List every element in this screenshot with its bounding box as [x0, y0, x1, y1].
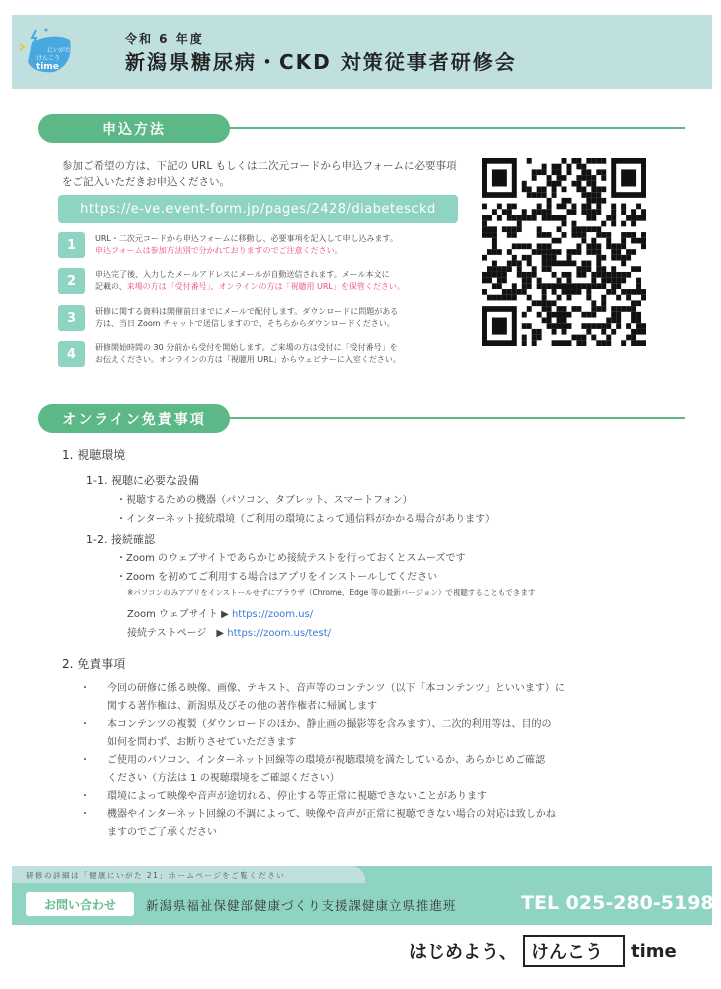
step-3: [58, 305, 468, 331]
tagline-boxed: けんこう: [523, 935, 625, 967]
step-line: [95, 318, 398, 331]
section-heading-apply: 申込方法: [38, 114, 230, 143]
list-item: ・Zoom のウェブサイトであらかじめ接続テストを行っておくとスムーズです: [116, 553, 466, 564]
step-number: 3: [58, 305, 85, 331]
step-text: [95, 342, 401, 367]
step-line: [95, 245, 398, 258]
disclaimer-line: [80, 680, 565, 698]
step-text: [95, 306, 398, 331]
zoom-test-row: [127, 624, 331, 639]
step-line: 研修に関する資料は開催前日までにメールで配付します。ダウンロードに問題がある: [95, 306, 399, 316]
heading-viewing-environment: 1. 視聴環境: [62, 448, 126, 462]
disclaimer-text: ますのでご了承ください: [107, 827, 217, 838]
heading-disclaimer: 2. 免責事項: [62, 657, 126, 671]
bullet: ・: [80, 683, 90, 694]
step-text-part: 方は、当日 Zoom チャットで送信しますので、そちらからダウンロードください。: [95, 319, 395, 328]
step-text-part: 記載の、: [95, 282, 127, 291]
step-text: [95, 233, 398, 258]
disclaimer-line: [80, 698, 565, 716]
contact-phone[interactable]: TEL 025-280-5198: [521, 892, 714, 914]
registration-qr-code[interactable]: [482, 158, 646, 346]
bullet: ・: [80, 809, 90, 820]
svg-text:にいがた: にいがた: [47, 47, 72, 54]
step-line: 申込完了後、入力したメールアドレスにメールが自動送信されます。メール本文に: [95, 269, 390, 279]
step-line: 研修開始時間の 30 分前から受付を開始します。ご来場の方は受付に「受付番号」を: [95, 342, 398, 352]
footer-note: 研修の詳細は「健康にいがた 21」ホームページをご覧ください: [12, 866, 365, 883]
section-divider: [225, 417, 685, 419]
disclaimer-line: [80, 752, 565, 770]
disclaimer-list: [80, 680, 565, 842]
step-number: 1: [58, 232, 85, 258]
page-title: 新潟県糖尿病・CKD 対策従事者研修会: [125, 50, 517, 74]
step-line: [95, 354, 401, 367]
disclaimer-text: 如何を問わず、お断りさせていただきます: [107, 737, 297, 748]
disclaimer-text: ご使用のパソコン、インターネット回線等の環境が視聴環境を満たしているか、あらかじめご確認: [107, 755, 546, 766]
tagline-pre: はじめよう、: [409, 942, 517, 963]
registration-url-link[interactable]: https://e-ve.event-form.jp/pages/2428/diabetesckd: [58, 195, 458, 223]
list-item: ・インターネット接続環境（ご利用の環境によって通信料がかかる場合があります）: [116, 514, 496, 525]
disclaimer-text: 環境によって映像や音声が途切れる、停止する等正常に視聴できないことがあります: [107, 791, 487, 802]
zoom-website-row: [127, 605, 313, 620]
zoom-website-link[interactable]: https://zoom.us/: [231, 609, 314, 620]
section-divider: [225, 127, 685, 129]
step-number: 2: [58, 268, 85, 294]
disclaimer-text: 機器やインターネット回線の不調によって、映像や音声が正常に視聴できない場合の対応は致しかね: [107, 809, 556, 820]
browser-note: ※パソコンのみアプリをインストールせずにブラウザ（Chrome、Edge 等の最新バージョン）で視聴することもできます: [127, 588, 536, 597]
step-line: URL・二次元コードから申込フォームに移動し、必要事項を記入して申し込みます。: [95, 233, 398, 243]
contact-department: 新潟県福祉保健部健康づくり支援課健康立県推進班: [146, 898, 457, 913]
disclaimer-text: ください（方法は 1 の視聴環境をご確認ください）: [107, 773, 340, 784]
step-4: [58, 341, 468, 367]
tagline: [409, 935, 677, 967]
step-1: [58, 232, 468, 258]
apply-intro: 参加ご希望の方は、下記の URL もしくは二次元コードから申込フォームに必要事項をご記入いただきお申込ください。: [62, 160, 457, 188]
list-item: ・Zoom を初めてご利用する場合はアプリをインストールしてください: [116, 572, 438, 583]
disclaimer-line: [80, 806, 565, 824]
heading-connection-check: 1-2. 接続確認: [86, 533, 155, 546]
heading-required-equipment: 1-1. 視聴に必要な設備: [86, 474, 199, 487]
step-text-part: お伝えください。オンラインの方は「視聴用 URL」からウェビナーに入室ください。: [95, 355, 401, 364]
svg-text:time: time: [36, 62, 59, 72]
link-label: Zoom ウェブサイト ▶: [127, 609, 229, 620]
disclaimer-line: [80, 734, 565, 752]
list-item: ・視聴するための機器（パソコン、タブレット、スマートフォン）: [116, 495, 413, 506]
disclaimer-line: [80, 716, 565, 734]
step-text: [95, 269, 405, 294]
section-heading-online-disclaimer: オンライン免責事項: [38, 404, 230, 433]
disclaimer-line: [80, 770, 565, 788]
svg-text:けんこう: けんこう: [36, 55, 61, 62]
disclaimer-text: 今回の研修に係る映像、画像、テキスト、音声等のコンテンツ（以下「本コンテンツ」といいます）に: [107, 683, 565, 694]
zoom-test-link[interactable]: https://zoom.us/test/: [227, 628, 332, 639]
disclaimer-text: 関する著作権は、新潟県及びその他の著作権者に帰属します: [107, 701, 377, 712]
bullet: ・: [80, 719, 90, 730]
step-number: 4: [58, 341, 85, 367]
bullet: ・: [80, 791, 90, 802]
step-warning: 申込フォームは参加方法別で分かれておりますのでご注意ください。: [95, 246, 343, 255]
disclaimer-line: [80, 788, 565, 806]
disclaimer-line: [80, 824, 565, 842]
tagline-post: time: [631, 940, 677, 962]
fiscal-year: 令和 6 年度: [125, 32, 204, 46]
step-line: [95, 281, 405, 294]
niigata-kenkou-time-logo: [14, 22, 74, 74]
step-2: [58, 268, 468, 294]
bullet: ・: [80, 755, 90, 766]
disclaimer-text: 本コンテンツの複製（ダウンロードのほか、静止画の撮影等を含みます）、二次的利用等は、目的の: [107, 719, 552, 730]
contact-label: お問い合わせ: [26, 892, 134, 916]
link-label: 接続テストページ ▶: [127, 628, 225, 639]
step-warning: 来場の方は「受付番号」、オンラインの方は「視聴用 URL」を保管ください。: [126, 282, 405, 291]
